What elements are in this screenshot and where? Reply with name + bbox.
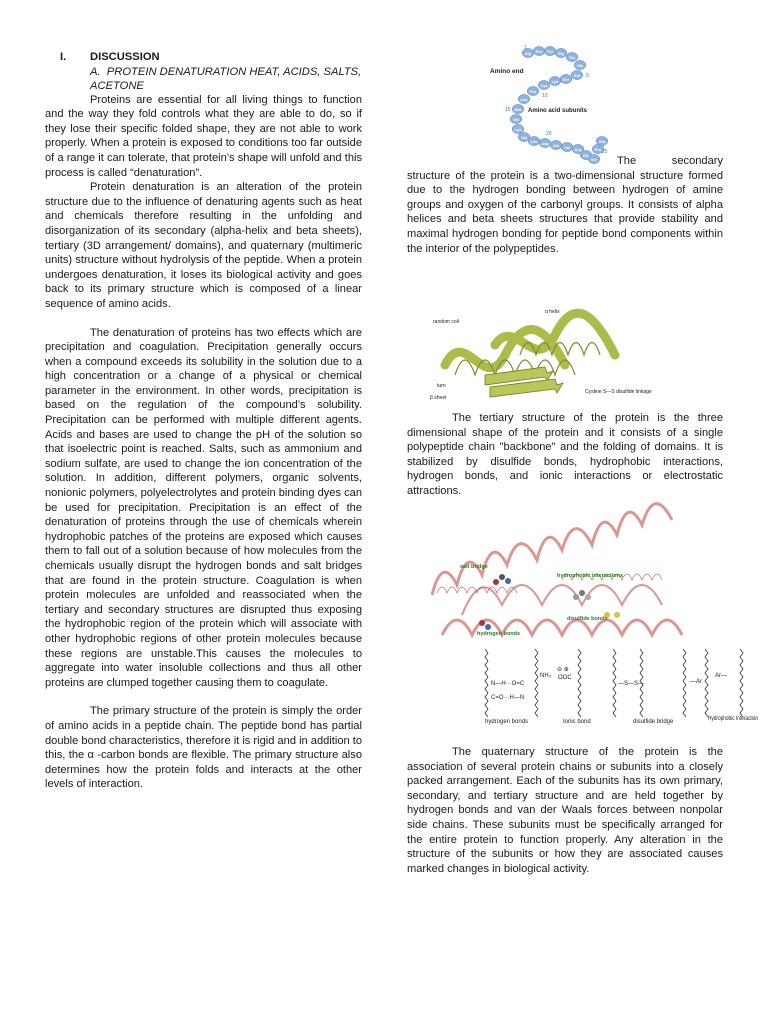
- tertiary-structure-figure: [422, 535, 722, 650]
- tertiary-structure-text: [407, 411, 723, 499]
- residue-label: Thr: [568, 54, 576, 60]
- residue-number: 20: [546, 131, 552, 137]
- secondary-structure-figure: [425, 305, 652, 405]
- chain-segment: [683, 649, 686, 717]
- alpha-helix-label: α helix: [545, 309, 560, 315]
- amino-acid-label: Amino acid subunits: [528, 108, 588, 114]
- effects-paragraph: The denaturation of proteins has two effects which are precipitation and coagulation. Precipitation generally occurs when a compound exceeds its solubility in the solution due to a high concentration or a change of a physical or chemical parameter in the environment. In other words, precipitation is based on the regulation of the compound’s solubility. Precipitation can be performed with multiple different agents. Acids and bases are used to change the pH of the solution so that isoelectric point is reached. Salts, such as ammonium and sodium sulfate, are used to change the ion concentration of the solution. In addition, different polymers, organic solvents, nonionic polymers, polyelectrolytes and protein binding dyes can be used for precipitation. Precipitation is an effect of the denaturation of proteins through the use of chemicals wherein hydrophobic patches of the proteins are exposed which causes them to fall out of a solution because of how molecules from the chemicals usually disrupt the hydrogen bonds and salt bridges that are found in the protein structure. Coagulation is when protein molecules are unfolded and reassociated when the tertiary and secondary structures are disrupted thus exposing the hydrophobic region of the protein which will associate with other hydrophobic regions of other protein molecules because these regions are unstable.This causes the molecules to aggregate into water insoluble collections and thus all other proteins are clumped together causing them to coagulate.: [45, 326, 362, 689]
- residue-label: Met: [514, 106, 522, 112]
- disulfide-linkage-label: Cystine S—S disulfide linkage: [585, 389, 652, 395]
- residue-label: Ala: [552, 142, 560, 148]
- hydrogen-bonds-label: hydrogen bonds: [477, 631, 521, 637]
- residue-number: 5: [586, 73, 589, 79]
- tertiary-structure-paragraph: The tertiary structure of the protein is the three dimensional shape of the protein and it consists of a single polypeptide chain "backbone" and the folding of domains. It is stabilized by disulfide bonds, hydrophobic interactions, hydrogen bonds, and ionic interactions or electrostatic attractions.: [407, 412, 723, 497]
- residue-label: Gly: [524, 50, 532, 56]
- secondary-structure-text: [407, 154, 723, 256]
- disulfide-bonds-label: disulfide bonds: [567, 616, 608, 622]
- residue-number: 15: [505, 107, 511, 113]
- amino-end-label: Amino end: [490, 68, 524, 75]
- residue-label: Gly: [576, 62, 584, 68]
- residue-label: Pro: [529, 88, 537, 94]
- hydrogen-bonds-caption: hydrogen bonds: [485, 719, 529, 725]
- subsection-title: PROTEIN DENATURATION HEAT, ACIDS, SALTS, ACETONE: [90, 65, 362, 92]
- quaternary-structure-text: [407, 745, 723, 876]
- left-column: [45, 50, 362, 792]
- residue-label: Ser: [562, 76, 570, 82]
- residue-number: 10: [542, 93, 548, 99]
- section-heading: [45, 50, 362, 65]
- svg-text:—Ar: —Ar: [690, 679, 702, 685]
- chain-segment: [705, 649, 708, 717]
- quaternary-structure-paragraph: The quaternary structure of the protein is the association of several protein chains or subunits into a closely packed arrangement. Each of the subunits has its own primary, secondary, and tertiary structure and are held together by hydrogen bonds and van der Waals forces between nonpolar side chains. These subunits must be specifically arranged for the entire protein to function properly. Any alteration in the structure of the subunits or how they are associated causes marked changes in biological activity.: [407, 746, 723, 875]
- svg-text:OOC: OOC: [558, 675, 572, 681]
- hydrophobic-interactions-label: hydrophobic interactions: [557, 573, 624, 579]
- chain-segment: [485, 649, 488, 717]
- residue-label: Gly: [557, 50, 565, 56]
- residue-label: Ala: [598, 138, 606, 144]
- disulfide-bridge-caption: disulfide bridge: [633, 719, 674, 725]
- section-title: DISCUSSION: [90, 51, 160, 63]
- section-number: I.: [60, 51, 67, 63]
- residue-label: Pro: [535, 48, 543, 54]
- svg-text:⊖ ⊕: ⊖ ⊕: [557, 667, 569, 673]
- residue-label: Lys: [514, 126, 522, 132]
- ribbon-chain: [432, 504, 672, 595]
- svg-text:NH₃: NH₃: [540, 673, 552, 679]
- residue-label: Pro: [594, 146, 602, 152]
- chain-segment: [578, 649, 581, 717]
- residue-label: Leu: [520, 96, 528, 102]
- residue-label: Glu: [573, 72, 581, 78]
- residue-label: Lys: [551, 78, 559, 84]
- residue-label: Val: [513, 116, 519, 122]
- residue-number: 25: [602, 149, 608, 155]
- svg-text:C=O···H—N: C=O···H—N: [491, 695, 525, 701]
- turn-label: turn: [437, 383, 446, 389]
- chain-segment: [535, 649, 538, 717]
- beta-sheet-label: β sheet: [430, 395, 447, 401]
- residue-number: 1: [524, 45, 527, 51]
- svg-text:N—H···O=C: N—H···O=C: [491, 681, 525, 687]
- hydrophobic-interaction-caption: Hydrophobic Interaction: [708, 716, 758, 722]
- residue-label: Val: [564, 144, 570, 150]
- residue-label: Leu: [530, 138, 538, 144]
- random-coil-label: random coil: [433, 319, 459, 325]
- secondary-structure-paragraph: The secondary structure of the protein is a two-dimensional structure formed due to the hydrogen bonding between hydrogen of amine groups and oxygen of the carbonyl groups. It consists of alpha helices and beta sheets structures that provide stability and maximal hydrogen bonding for peptide bond components within the interior of the polypeptides.: [407, 155, 723, 255]
- subsection-heading: [90, 65, 362, 93]
- bond-types-figure: [445, 647, 770, 729]
- residue-label: Thr: [546, 48, 554, 54]
- chain-segment: [740, 649, 743, 717]
- salt-bridge-label: salt bridge: [460, 564, 488, 570]
- primary-structure-figure: [480, 45, 608, 170]
- residue-label: Ser: [590, 156, 598, 162]
- residue-label: Asp: [541, 140, 549, 146]
- denaturation-paragraph: Protein denaturation is an alteration of the protein structure due to the influence of denaturing agents such as heat and chemicals therefore resulting in the unfolding and disorganization of its secondary (alpha-helix and beta sheets), tertiary (3D arrangement/ domains), and quaternary (multimeric units) structure without hydrolysis of the peptide. When a protein undergoes denaturation, it loses its biological activity and goes back to its primary structure which is composed of a linear sequence of amino acids.: [45, 181, 362, 310]
- chain-segment: [613, 649, 616, 717]
- svg-text:—S—S—: —S—S—: [618, 681, 645, 687]
- subsection-letter: A.: [90, 65, 101, 78]
- intro-paragraph: Proteins are essential for all living things to function and the way they fold controls what they are able to do, so if they lose their specific folded shape, they are not able to work properly. When a protein is exposed to conditions too far outside of a range it can tolerate, that protein’s shape will unfold and this process is called “denaturation”.: [45, 93, 362, 179]
- svg-text:Ar—: Ar—: [715, 673, 727, 679]
- residue-label: Val: [521, 134, 527, 140]
- residue-label: Cys: [540, 82, 548, 88]
- primary-structure-paragraph: The primary structure of the protein is simply the order of amino acids in a peptide chain. The peptide bond has partial double bond characteristics, therefore it is rigid and in addition to this, the α -carbon bonds are flexible. The primary structure also determines how the protein folds and interacts at the other levels of interaction.: [45, 705, 362, 791]
- residue-label: Arg: [574, 146, 582, 152]
- ionic-bond-caption: Ionic bond: [563, 719, 591, 725]
- residue-label: Gly: [582, 152, 590, 158]
